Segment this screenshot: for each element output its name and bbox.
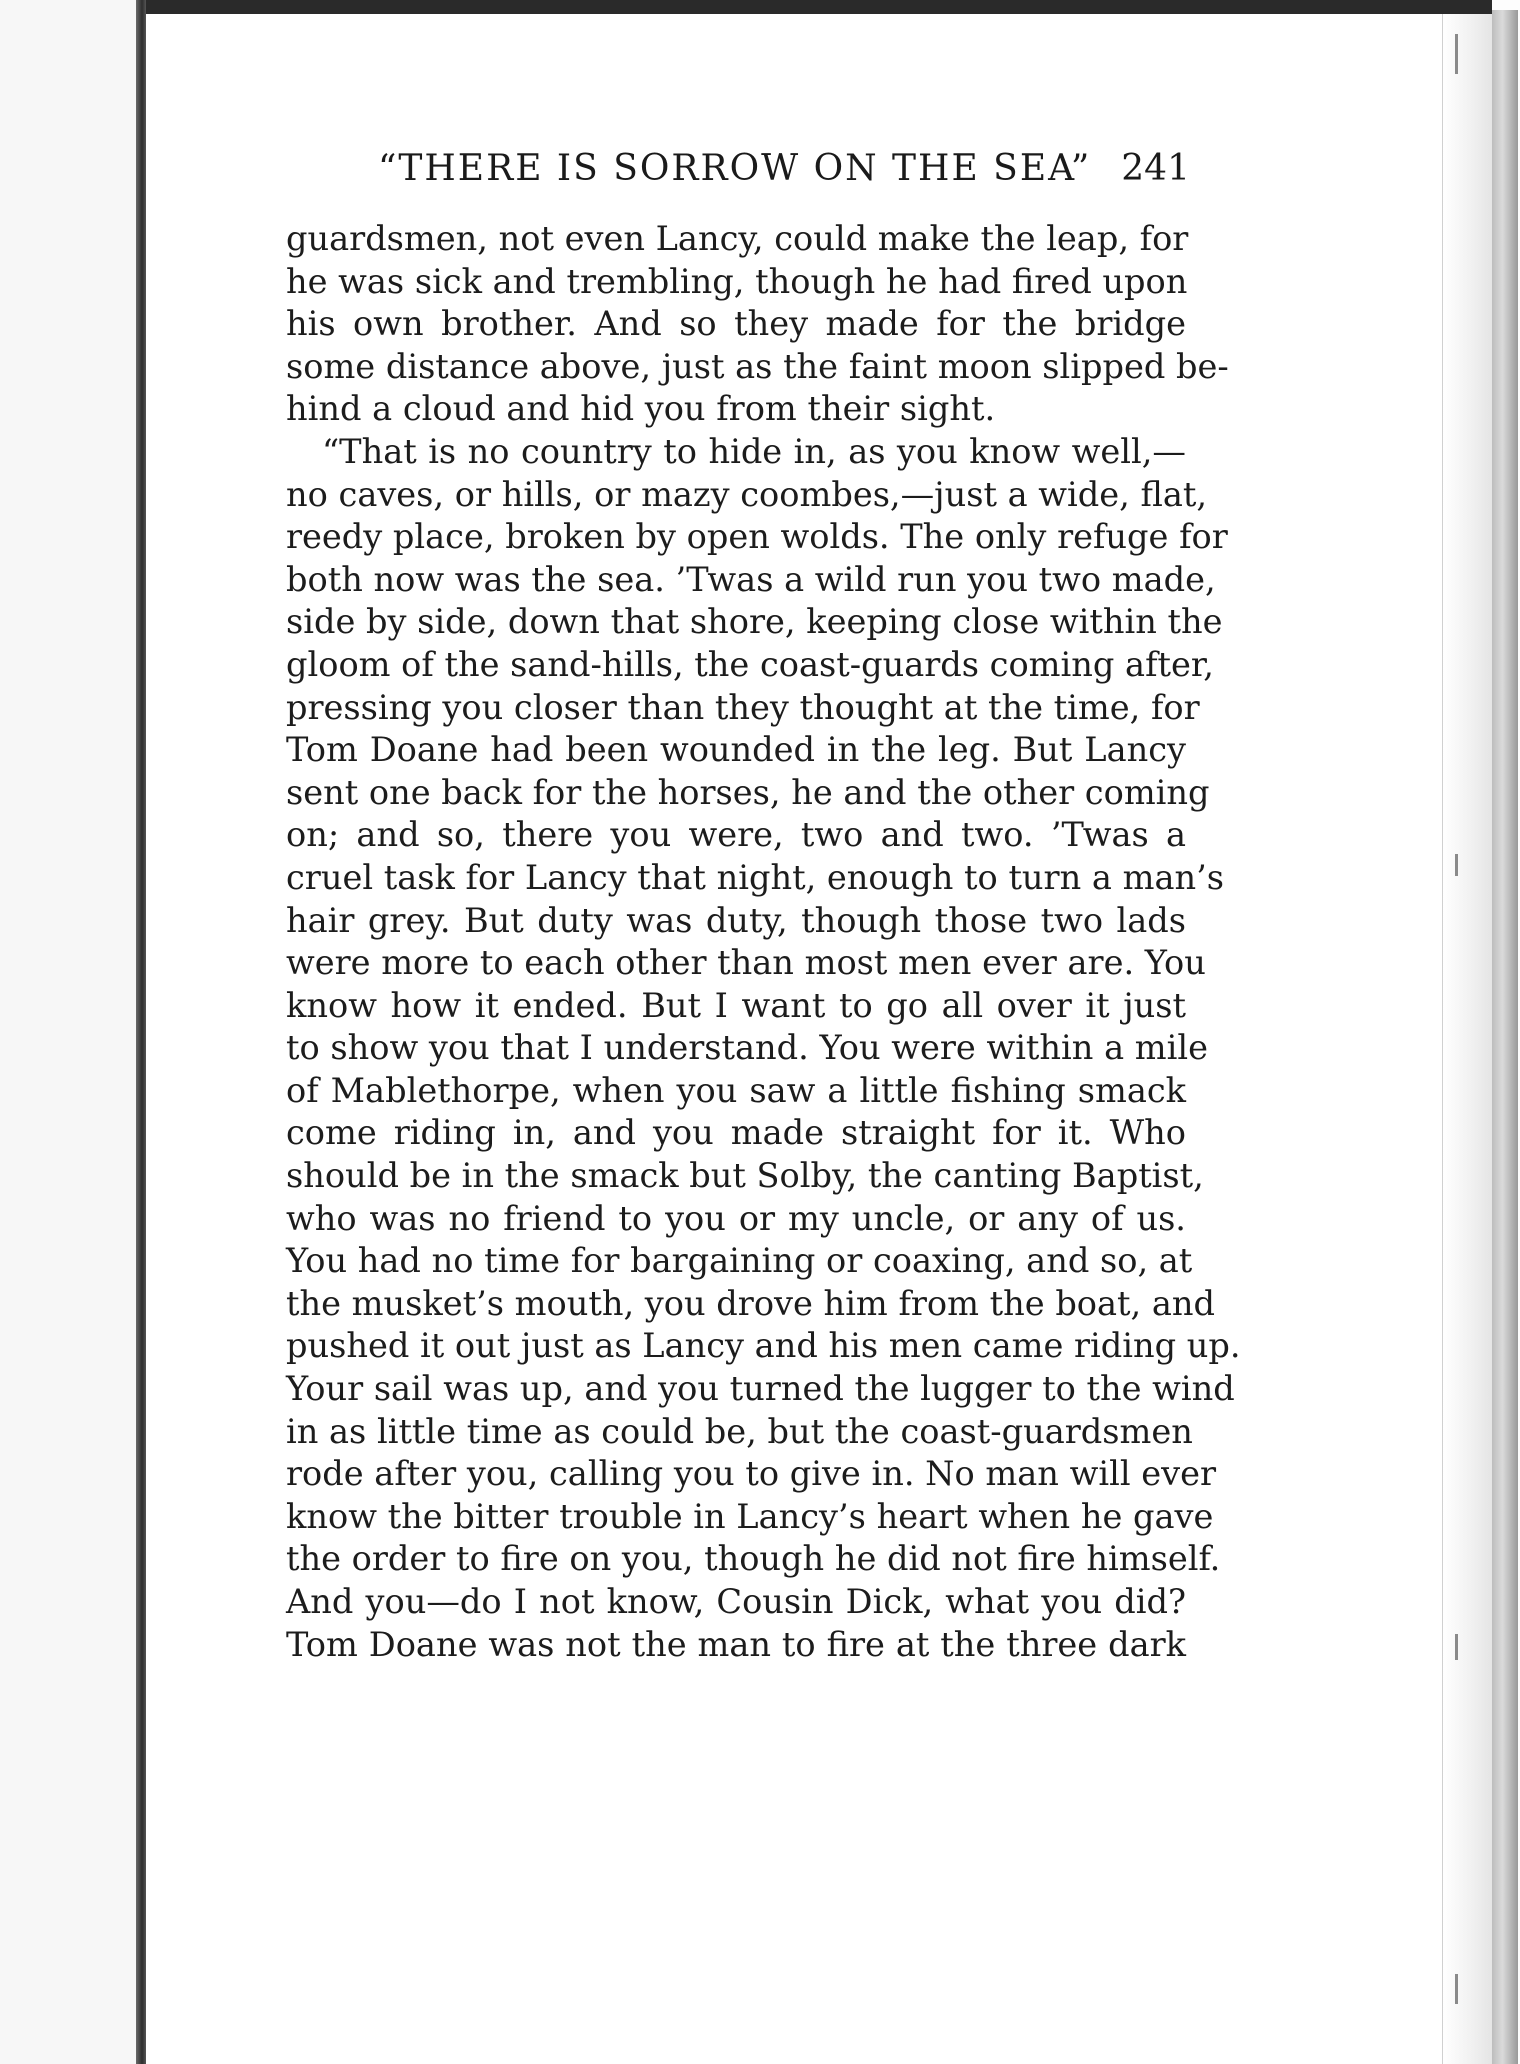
text-line: know the bitter trouble in Lancy’s heart when he gave <box>286 1496 1214 1536</box>
body-text <box>286 218 1241 1666</box>
text-line: pressing you closer than they thought at the time, for <box>286 687 1200 727</box>
text-line: the order to fire on you, though he did not fire himself. <box>286 1539 1221 1579</box>
text-line: rode after you, calling you to give in. No man will ever <box>286 1454 1216 1494</box>
text-line: of Mablethorpe, when you saw a little fishing smack <box>286 1070 1186 1110</box>
edge-mark <box>1455 1974 1458 2004</box>
text-line: who was no friend to you or my uncle, or any of us. <box>286 1198 1186 1238</box>
text-line: both now was the sea. ’Twas a wild run you two made, <box>286 559 1216 599</box>
page-fore-edge <box>1442 14 1493 2064</box>
scan-right-margin <box>1492 0 1520 2064</box>
text-line: sent one back for the horses, he and the other coming <box>286 772 1210 812</box>
book-page <box>150 14 1440 2064</box>
running-head-title: “THERE IS SORROW ON THE SEA” <box>378 148 1092 189</box>
text-line: his own brother. And so they made for the bridge <box>286 304 1186 344</box>
text-line: reedy place, broken by open wolds. The only refuge for <box>286 517 1228 557</box>
text-line: guardsmen, not even Lancy, could make the leap, for <box>286 219 1189 258</box>
text-line: on; and so, there you were, two and two. ’Twas a <box>286 815 1186 855</box>
text-line: cruel task for Lancy that night, enough to turn a man’s <box>286 857 1224 897</box>
text-line: And you—do I not know, Cousin Dick, what you did? <box>286 1582 1186 1621</box>
scan-left-margin <box>0 0 142 2064</box>
text-line: in as little time as could be, but the coast-guardsmen <box>286 1411 1193 1451</box>
text-line: the musket’s mouth, you drove him from the boat, and <box>286 1283 1216 1323</box>
text-line: some distance above, just as the faint moon slipped be- <box>286 346 1229 386</box>
text-line: pushed it out just as Lancy and his men came riding up. <box>286 1326 1241 1366</box>
text-line: hind a cloud and hid you from their sight. <box>286 389 996 429</box>
text-line: he was sick and trembling, though he had fired upon <box>286 261 1188 301</box>
facing-page-sliver <box>0 0 136 2064</box>
text-line: side by side, down that shore, keeping close within the <box>286 602 1223 642</box>
text-line: should be in the smack but Solby, the canting Baptist, <box>286 1156 1204 1196</box>
text-line: Your sail was up, and you turned the lugger to the wind <box>286 1369 1235 1409</box>
edge-mark <box>1455 854 1458 876</box>
text-line: gloom of the sand-hills, the coast-guards coming after, <box>286 644 1214 684</box>
book-spine-edge <box>136 0 146 2064</box>
text-line: You had no time for bargaining or coaxing, and so, at <box>286 1241 1193 1281</box>
book-board-edge <box>1492 10 1518 2064</box>
text-line: no caves, or hills, or mazy coombes,—just a wide, flat, <box>286 474 1208 514</box>
page-number: 241 <box>1121 148 1190 189</box>
text-line: hair grey. But duty was duty, though those two lads <box>286 900 1186 940</box>
edge-mark <box>1455 34 1458 74</box>
running-head <box>150 148 1190 189</box>
edge-mark <box>1455 1634 1458 1660</box>
text-line: come riding in, and you made straight for it. Who <box>286 1113 1186 1153</box>
text-line: “That is no country to hide in, as you know well,— <box>322 431 1186 471</box>
text-line: to show you that I understand. You were within a mile <box>286 1028 1208 1068</box>
text-line: were more to each other than most men ever are. You <box>286 943 1206 983</box>
text-line: Tom Doane had been wounded in the leg. But Lancy <box>286 730 1186 770</box>
text-line: Tom Doane was not the man to fire at the three dark <box>286 1624 1186 1664</box>
text-line: know how it ended. But I want to go all over it just <box>286 985 1186 1025</box>
scan-top-border <box>0 0 1520 14</box>
